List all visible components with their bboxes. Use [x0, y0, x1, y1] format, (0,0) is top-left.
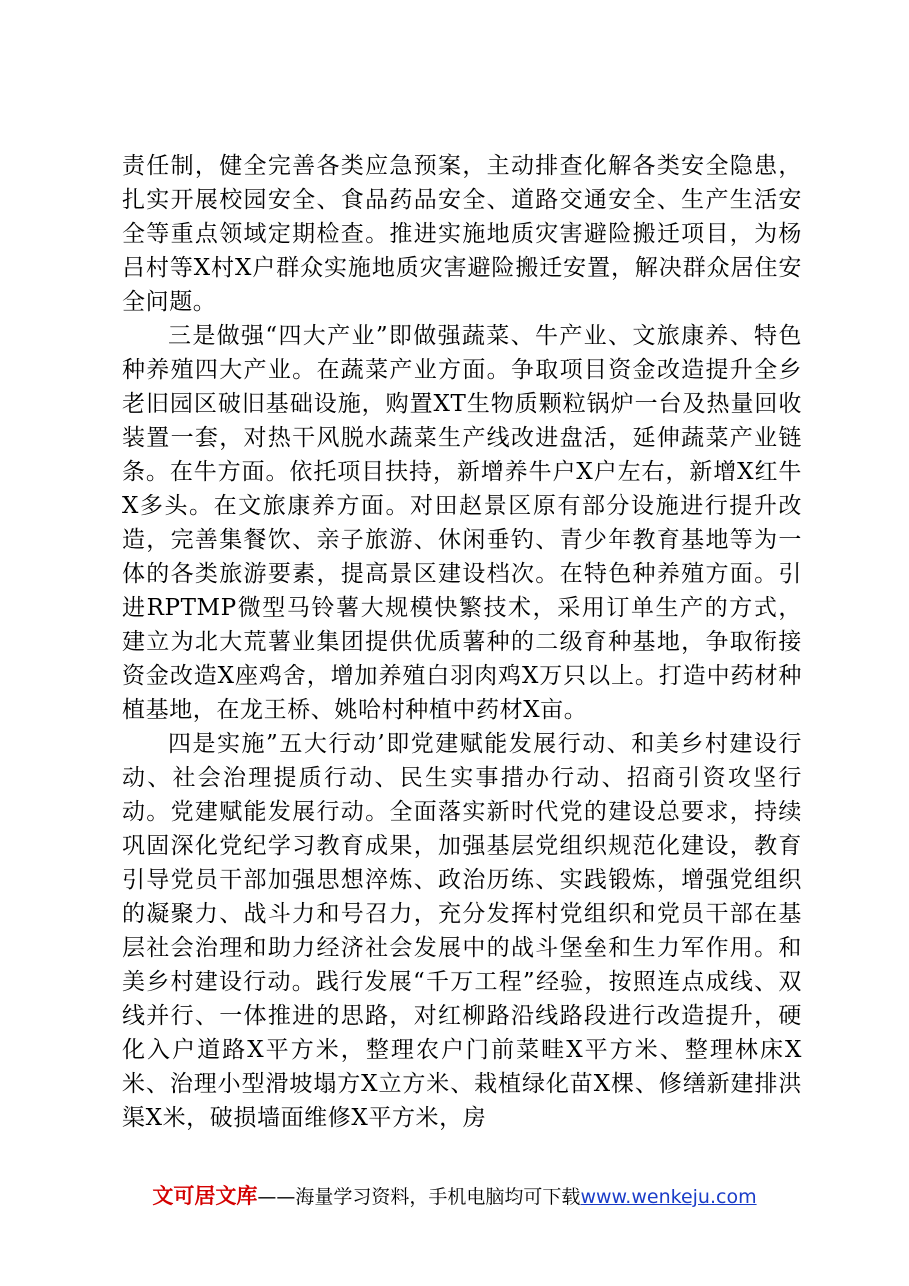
- footer-url-link[interactable]: www.wenkeju.com: [580, 1186, 757, 1208]
- footer-brand: 文可居文库: [152, 1184, 258, 1208]
- paragraph-four-industries: 三是做强“四大产业”即做强蔬菜、牛产业、文旅康养、特色种养殖四大产业。在蔬菜产业方面。争取项目资金改造提升全乡老旧园区破旧基础设施，购置XT生物质颗粒锅炉一台及热量回收装置一套，对热干风脱水蔬菜生产线改进盘活，延伸蔬菜产业链条。在牛方面。依托项目扶持，新增养牛户X户左右，新增X红牛X多头。在文旅康养方面。对田赵景区原有部分设施进行提升改造，完善集餐饮、亲子旅游、休闲垂钓、青少年教育基地等为一体的各类旅游要素，提高景区建设档次。在特色种养殖方面。引进RPTMP微型马铃薯大规模快繁技术，采用订单生产的方式，建立为北大荒薯业集团提供优质薯种的二级育种基地，争取衔接资金改造X座鸡舍，增加养殖白羽肉鸡X万只以上。打造中药材种植基地，在龙王桥、姚哈村种植中药材X亩。: [122, 323, 802, 723]
- paragraph-safety-continued: 责任制，健全完善各类应急预案，主动排查化解各类安全隐患，扎实开展校园安全、食品药品安全、道路交通安全、生产生活安全等重点领域定期检查。推进实施地质灾害避险搬迁项目，为杨吕村等X村X户群众实施地质灾害避险搬迁安置，解决群众居住安全问题。: [122, 153, 802, 315]
- paragraph-five-actions: 四是实施”五大行动’即党建赋能发展行动、和美乡村建设行动、社会治理提质行动、民生实事措办行动、招商引资攻坚行动。党建赋能发展行动。全面落实新时代党的建设总要求，持续巩固深化党纪学习教育成果，加强基层党组织规范化建设，教育引导党员干部加强思想淬炼、政治历练、实践锻炼，增强党组织的凝聚力、战斗力和号召力，充分发挥村党组织和党员干部在基层社会治理和助力经济社会发展中的战斗堡垒和生力军作用。和美乡村建设行动。践行发展“千万工程”经验，按照连点成线、双线并行、一体推进的思路，对红柳路沿线路段进行改造提升，硬化入户道路X平方米，整理农户门前菜畦X平方米、整理林床X米、治理小型滑坡塌方X立方米、栽植绿化苗X棵、修缮新建排洪渠X米，破损墙面维修X平方米，房: [122, 731, 802, 1131]
- page-footer: [0, 1182, 909, 1211]
- document-body: [122, 149, 802, 1135]
- footer-slogan: ——海量学习资料，手机电脑均可下载: [257, 1186, 581, 1208]
